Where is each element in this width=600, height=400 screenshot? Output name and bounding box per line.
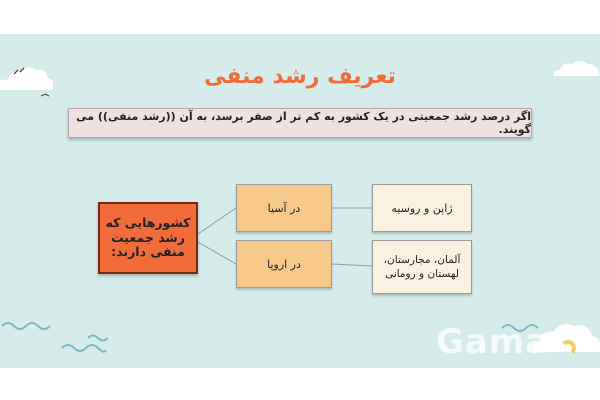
- root-node-label: کشورهایی که رشد جمعیت منفی دارند:: [105, 215, 191, 260]
- gama-logo-icon: [560, 340, 576, 356]
- slide-canvas: [0, 34, 600, 368]
- branch-node-europe: [236, 240, 332, 288]
- leaf-node-label: آلمان، مجارستان، لهستان و رومانی: [383, 253, 461, 280]
- gama-watermark: Gama: [436, 322, 550, 362]
- root-node: [98, 202, 198, 274]
- definition-text: اگر درصد رشد جمعیتی در یک کشور به کم تر از صفر برسد، به آن ((رشد منفی)) می گویند.: [76, 110, 531, 136]
- leaf-node-label: ژاپن و روسیه: [391, 201, 453, 215]
- slide-title: تعریف رشد منفی: [204, 64, 396, 89]
- leaf-node-asia: [372, 184, 472, 232]
- branch-node-asia: [236, 184, 332, 232]
- branch-node-label: در آسیا: [267, 201, 301, 215]
- leaf-node-europe: [372, 240, 472, 294]
- branch-node-label: در اروپا: [267, 257, 301, 271]
